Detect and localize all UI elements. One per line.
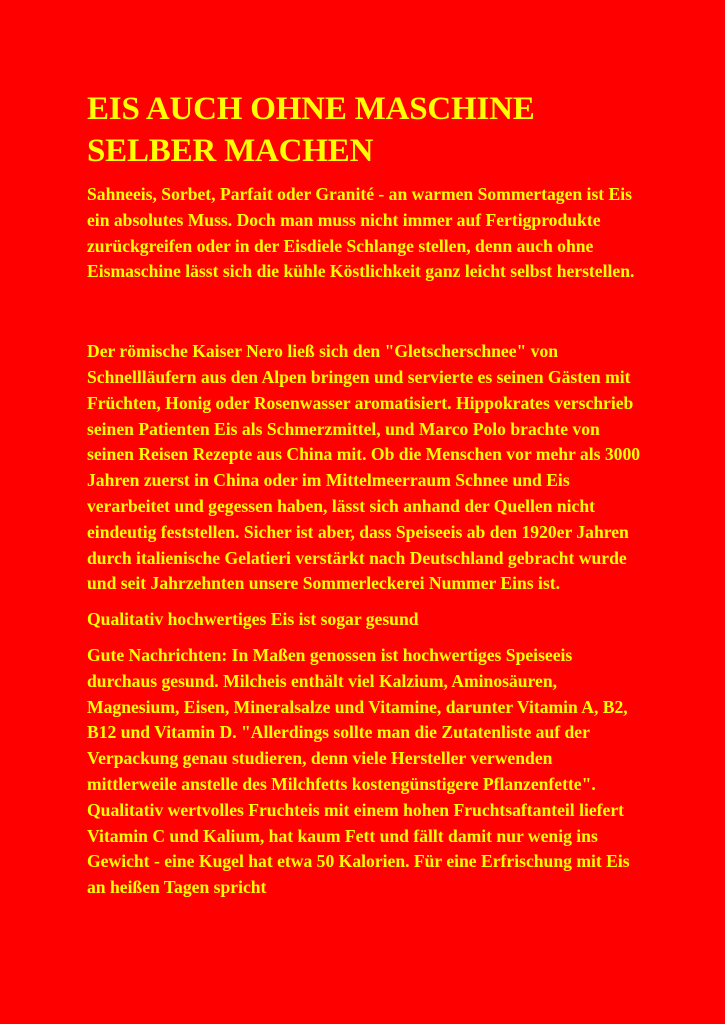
article-title [87, 88, 645, 172]
history-paragraph: Der römische Kaiser Nero ließ sich den "Gletscherschnee" von Schnellläufern aus den Alpen bringen und servierte es seinen Gästen mit Früchten, Honig oder Rosenwasser aromatisiert. Hippokrates verschrieb seinen Patienten Eis als Schmerzmittel, und Marco Polo brachte von seinen Reisen Rezepte aus China mit. Ob die Menschen vor mehr als 3000 Jahren zuerst in China oder im Mittelmeerraum Schnee und Eis verarbeitet und gegessen haben, lässt sich anhand der Quellen nicht eindeutig feststellen. Sicher ist aber, dass Speiseeis ab den 1920er Jahren durch italienische Gelatieri verstärkt nach Deutschland gebracht wurde und seit Jahrzehnten unsere Sommerleckerei Nummer Eins ist. [87, 341, 641, 594]
title-line-2: SELBER MACHEN [87, 133, 374, 169]
health-paragraph: Gute Nachrichten: In Maßen genossen ist hochwertiges Speiseeis durchaus gesund. Milcheis enthält viel Kalzium, Aminosäuren, Magnesium, Eisen, Mineralsalze und Vitamine, darunter Vitamin A, B2, B12 und Vitamin D. "Allerdings sollte man die Zutatenliste auf der Verpackung genau studieren, denn viele Hersteller verwenden mittlerweile anstelle des Milchfetts kostengünstigere Pflanzenfette". Qualitativ wertvolles Fruchteis mit einem hohen Fruchtsaftanteil liefert Vitamin C und Kalium, hat kaum Fett und fällt damit nur wenig ins Gewicht - eine Kugel hat etwa 50 Kalorien. Für eine Erfrischung mit Eis an heißen Tagen spricht [87, 644, 630, 898]
intro-paragraph: Sahneeis, Sorbet, Parfait oder Granité - an warmen Sommertagen ist Eis ein absolutes Muss. Doch man muss nicht immer auf Fertigprodukte zurückgreifen oder in der Eisdiele Schlange stellen, denn auch ohne Eismaschine lässt sich die kühle Köstlichkeit ganz leicht selbst herstellen. [87, 184, 635, 282]
section-subheading: Qualitativ hochwertiges Eis ist sogar gesund [87, 609, 419, 630]
title-line-1: EIS AUCH OHNE MASCHINE [87, 91, 535, 127]
